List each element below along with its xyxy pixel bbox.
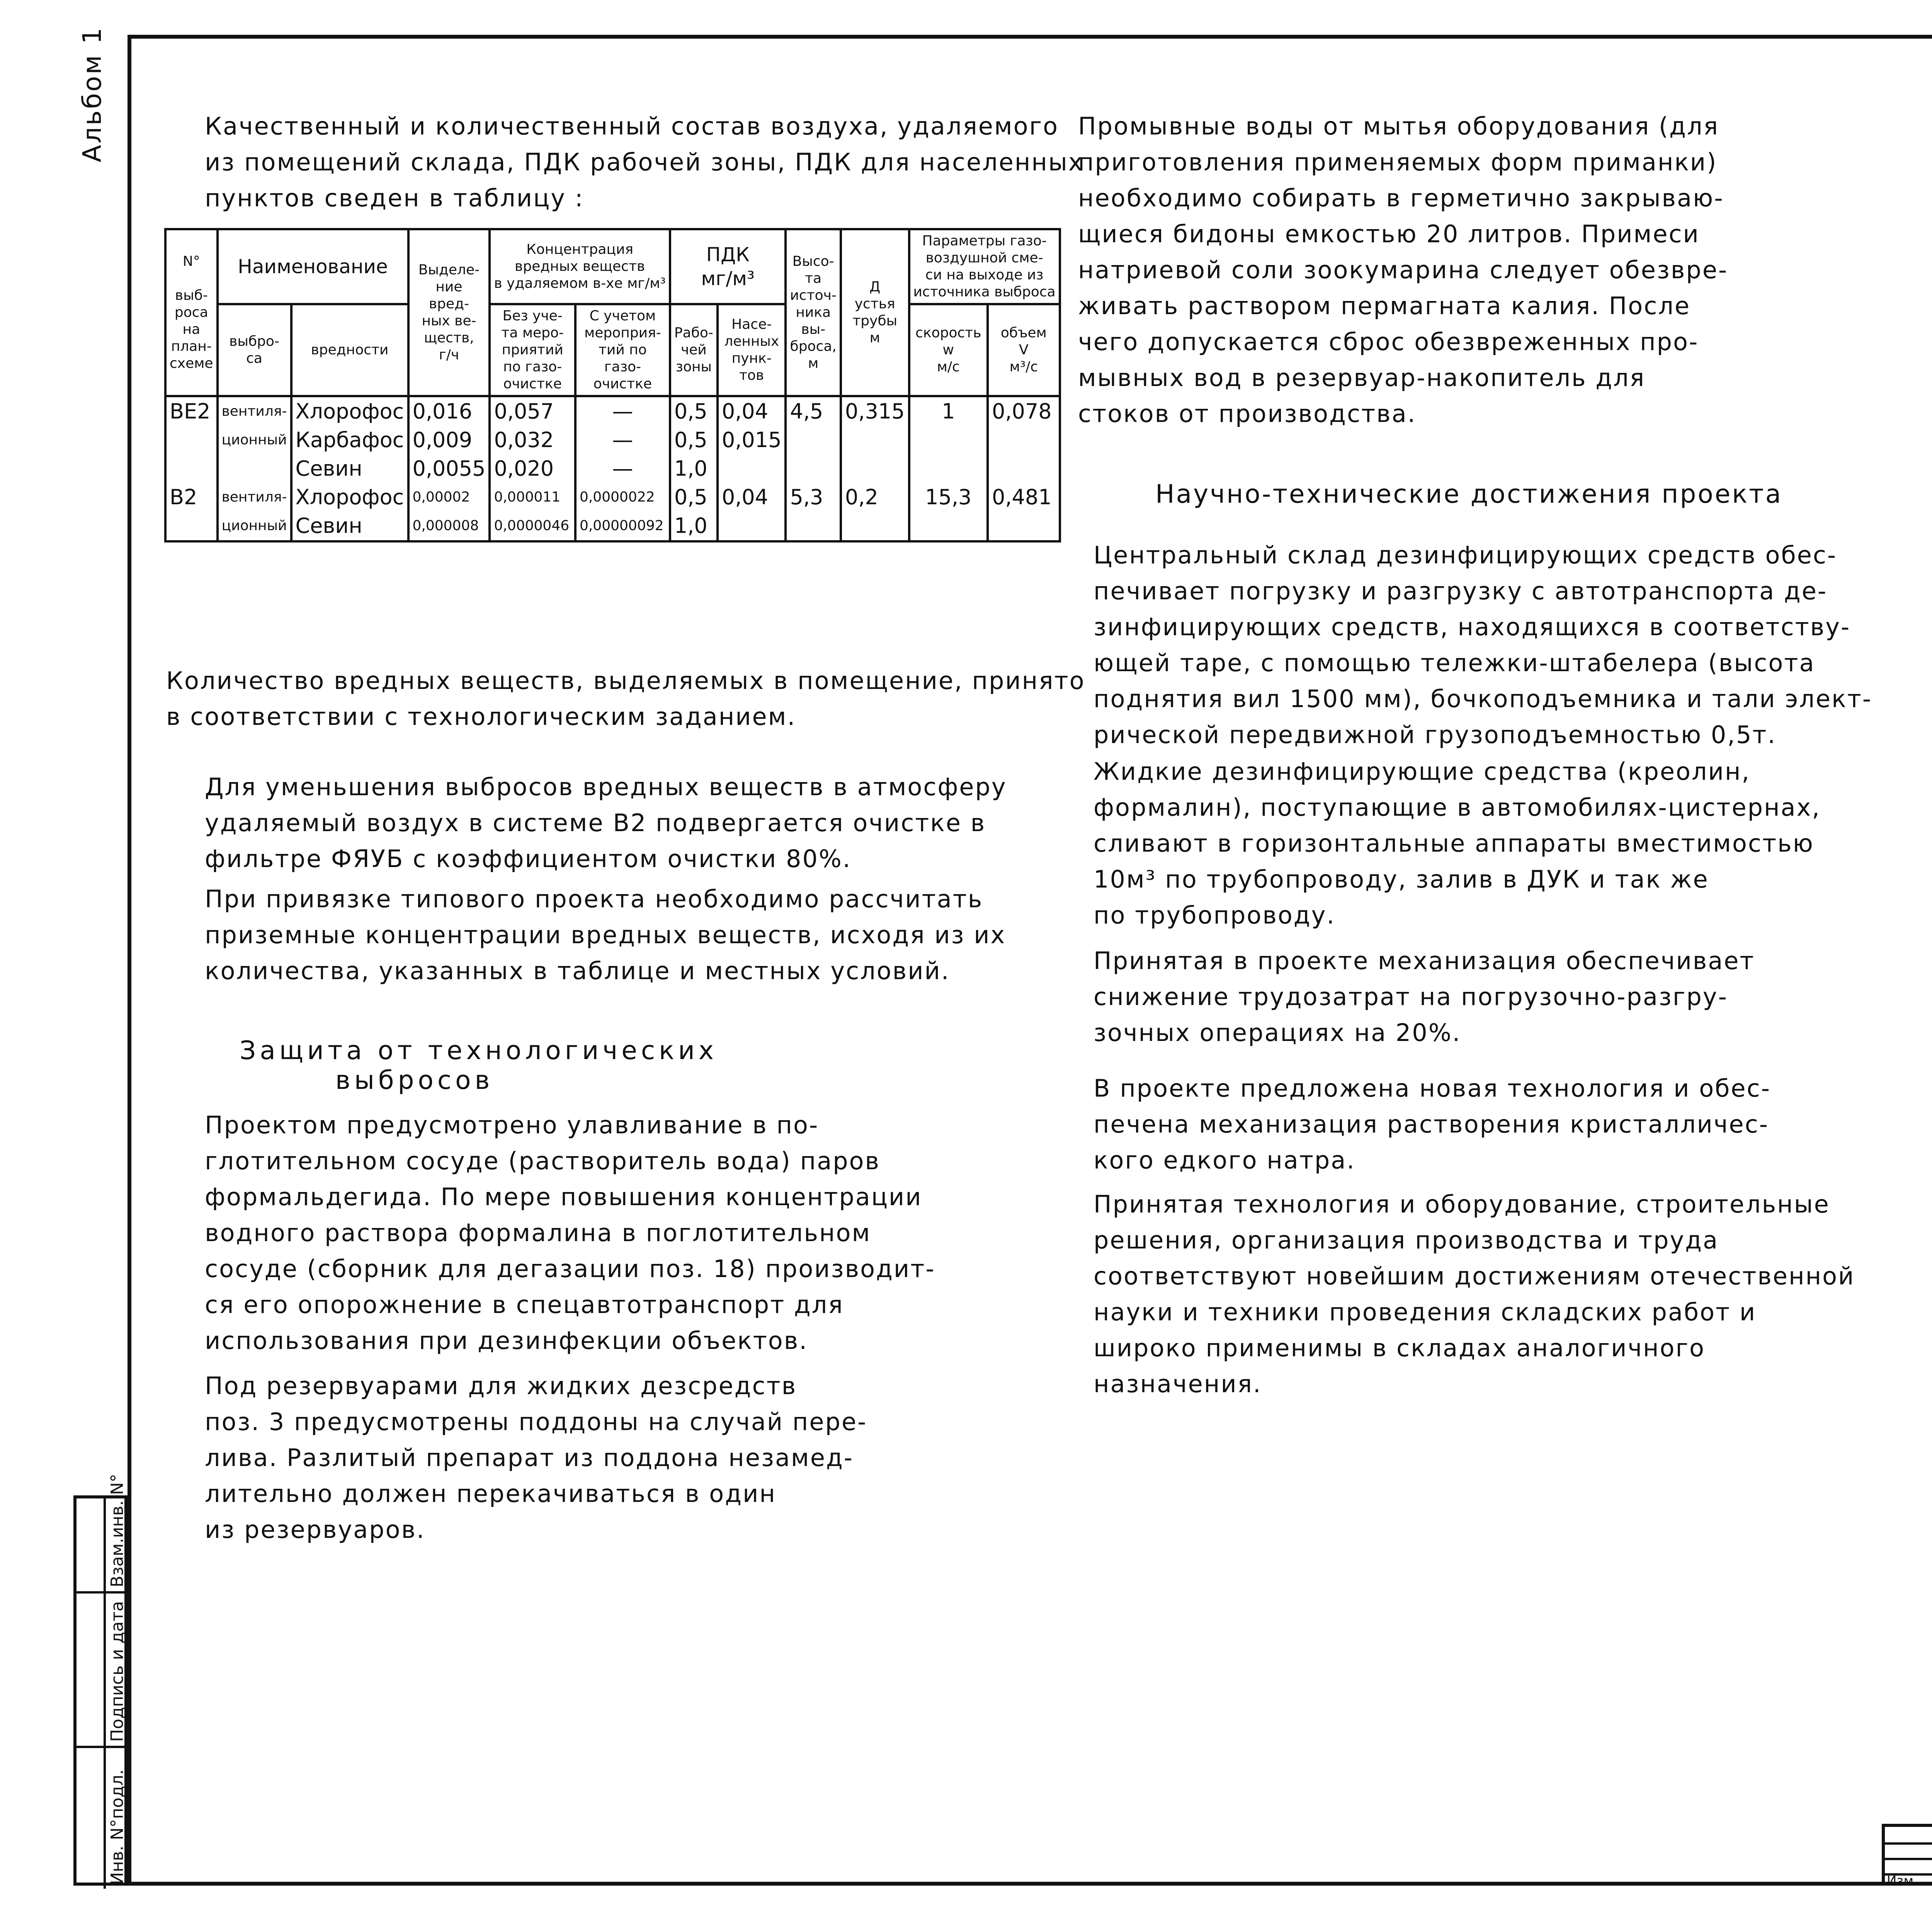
cell: Севин bbox=[291, 512, 408, 541]
paragraph-mechanization: Принятая в проекте механизация обеспечивает снижение трудозатрат на погрузочно-разгру- зочных операциях на 20%. bbox=[1094, 947, 1755, 1047]
cell bbox=[988, 426, 1060, 454]
cell: 0,078 bbox=[988, 396, 1060, 426]
cell: 0,0055 bbox=[408, 454, 490, 483]
cell bbox=[841, 512, 909, 541]
th-pop: Насе- ленных пунк- тов bbox=[718, 304, 786, 396]
cell: 0,016 bbox=[408, 396, 490, 426]
side-inv-podl: Инв. N°подл. bbox=[107, 1769, 127, 1885]
cell bbox=[165, 512, 218, 541]
cell: 0,020 bbox=[490, 454, 575, 483]
cell: 0,0000022 bbox=[575, 483, 670, 512]
th-with: С учетом мероприя- тий по газо- очистке bbox=[575, 304, 670, 396]
cell: 0,315 bbox=[841, 396, 909, 426]
cell: 0,04 bbox=[718, 396, 786, 426]
cell: 0,015 bbox=[718, 426, 786, 454]
cell: 0,481 bbox=[988, 483, 1060, 512]
cell bbox=[909, 512, 988, 541]
th-conc: Концентрация вредных веществ в удаляемом в-хе мг/м³ bbox=[490, 229, 670, 304]
cell: 0,0000046 bbox=[490, 512, 575, 541]
paragraph-new-technology: В проекте предложена новая технология и обес- печена механизация растворения кристалличес- кого едкого натра. bbox=[1094, 1074, 1771, 1174]
cell: — bbox=[575, 454, 670, 483]
paragraph-liquids: Жидкие дезинфицирующие средства (креолин, формалин), поступающие в автомобилях-цистернах, сливают в горизонтальные аппараты вместимостью 10м³ по трубопроводу, залив в ДУК и так же по трубопроводу. bbox=[1094, 757, 1821, 929]
cell: ционный bbox=[218, 512, 291, 541]
cell bbox=[988, 512, 1060, 541]
cell: Севин bbox=[291, 454, 408, 483]
th-substance: вредности bbox=[291, 304, 408, 396]
heading-achievements: Научно-технические достижения проекта bbox=[1155, 479, 1783, 509]
paragraph-binding: При привязке типового проекта необходимо рассчитать приземные концентрации вредных веществ, исходя из их количества, указанных в таблице и местных условий. bbox=[205, 885, 1006, 985]
cell bbox=[786, 454, 840, 483]
th-num: N° выб- роса на план- схеме bbox=[165, 229, 218, 396]
cell: 0,000008 bbox=[408, 512, 490, 541]
table-row bbox=[165, 483, 1060, 512]
table-row bbox=[165, 512, 1060, 541]
cell: 1,0 bbox=[670, 512, 718, 541]
side-vzam-inv: Взам.инв. N° bbox=[107, 1474, 127, 1587]
cell bbox=[218, 454, 291, 483]
th-diam: Д устья трубы м bbox=[841, 229, 909, 396]
th-source: выбро- са bbox=[218, 304, 291, 396]
cell: 1,0 bbox=[670, 454, 718, 483]
cell: — bbox=[575, 426, 670, 454]
cell bbox=[988, 454, 1060, 483]
th-without: Без уче- та меро- приятий по газо- очистке bbox=[490, 304, 575, 396]
cell bbox=[718, 512, 786, 541]
cell bbox=[841, 454, 909, 483]
cell: Карбафос bbox=[291, 426, 408, 454]
th-work: Рабо- чей зоны bbox=[670, 304, 718, 396]
table-row bbox=[165, 396, 1060, 426]
th-speed: скорость w м/с bbox=[909, 304, 988, 396]
album-label: Альбом 1 bbox=[77, 26, 107, 162]
emissions-table bbox=[164, 228, 1061, 543]
cell: 15,3 bbox=[909, 483, 988, 512]
cell bbox=[841, 426, 909, 454]
cell: 0,5 bbox=[670, 426, 718, 454]
paragraph-wash-water: Промывные воды от мытья оборудования (для приготовления применяемых форм приманки) необходимо собирать в герметично закрываю- щиеся бидоны емкостью 20 литров. Примеси натриевой соли зоокумарина следует обезвре- живать раствором пермагната калия. После чего допускается сброс обезвреженных про- мывных вод в резервуар-накопитель для стоков от производства. bbox=[1078, 112, 1728, 428]
cell bbox=[786, 512, 840, 541]
cell: 0,5 bbox=[670, 483, 718, 512]
table-row bbox=[165, 454, 1060, 483]
cell bbox=[165, 426, 218, 454]
cell: ВЕ2 bbox=[165, 396, 218, 426]
cell bbox=[718, 454, 786, 483]
cell: вентиля- bbox=[218, 396, 291, 426]
cell: 0,2 bbox=[841, 483, 909, 512]
cell: 0,032 bbox=[490, 426, 575, 454]
th-volume: объем V м³/с bbox=[988, 304, 1060, 396]
paragraph-capture: Проектом предусмотрено улавливание в по- глотительном сосуде (растворитель вода) паров формальдегида. По мере повышения концентрации водного раствора формалина в поглотительном сосуде (сборник для дегазации поз. 18) производит- ся его опорожнение в спецавтотранспорт для использования при дезинфекции объектов. bbox=[205, 1111, 935, 1355]
title-block bbox=[1882, 1824, 1932, 1889]
paragraph-reduce-emissions: Для уменьшения выбросов вредных веществ в атмосферу удаляемый воздух в системе В2 подвергается очистке в фильтре ФЯУБ с коэффициентом очистки 80%. bbox=[205, 773, 1007, 873]
col-izm: Изм. bbox=[1887, 1873, 1918, 1889]
intro-text: Качественный и количественный состав воздуха, удаляемого из помещений склада, ПДК рабочей зоны, ПДК для населенных пунктов сведен в таблицу : bbox=[205, 112, 1084, 212]
cell: 0,00002 bbox=[408, 483, 490, 512]
paragraph-reservoirs: Под резервуарами для жидких дезсредств поз. 3 предусмотрены поддоны на случай пере- лива. Разлитый препарат из поддона незамед- лительно должен перекачиваться в один из резервуаров. bbox=[205, 1372, 867, 1544]
th-pdk: ПДК мг/м³ bbox=[670, 229, 786, 304]
th-height: Высо- та источ- ника вы- броса, м bbox=[786, 229, 840, 396]
table-row bbox=[165, 426, 1060, 454]
cell bbox=[165, 454, 218, 483]
side-approval-strip bbox=[73, 1474, 128, 1886]
th-params: Параметры газо- воздушной сме- си на выходе из источника выброса bbox=[909, 229, 1060, 304]
cell: 0,009 bbox=[408, 426, 490, 454]
heading-protection: Защита от технологических выбросов bbox=[240, 1036, 718, 1095]
cell bbox=[909, 454, 988, 483]
cell: Хлорофос bbox=[291, 396, 408, 426]
side-signature-date: Подпись и дата bbox=[107, 1601, 127, 1742]
paragraph-warehouse: Центральный склад дезинфицирующих средств обес- печивает погрузку и разгрузку с автотранспорта де- зинфицирующих средств, находящихся в соответству- ющей таре, с помощью тележки-штабелера (высота поднятия вил 1500 мм), бочкоподъемника и тали элект- рической передвижной грузоподъемностью 0,5т. bbox=[1094, 541, 1872, 749]
cell: вентиля- bbox=[218, 483, 291, 512]
cell: — bbox=[575, 396, 670, 426]
th-name: Наименование bbox=[218, 229, 408, 304]
cell: Хлорофос bbox=[291, 483, 408, 512]
paragraph-harmful-amount: Количество вредных веществ, выделяемых в помещение, принято в соответствии с технологическим заданием. bbox=[166, 667, 1085, 731]
cell: 5,3 bbox=[786, 483, 840, 512]
cell: 4,5 bbox=[786, 396, 840, 426]
cell: 0,000011 bbox=[490, 483, 575, 512]
cell: В2 bbox=[165, 483, 218, 512]
paragraph-accepted-technology: Принятая технология и оборудование, строительные решения, организация производства и труда соответствуют новейшим достижениям отечественной науки и техники проведения складских работ и широко применимы в складах аналогичного назначения. bbox=[1094, 1190, 1855, 1398]
cell: 0,04 bbox=[718, 483, 786, 512]
cell: 1 bbox=[909, 396, 988, 426]
cell bbox=[786, 426, 840, 454]
cell: 0,057 bbox=[490, 396, 575, 426]
cell: ционный bbox=[218, 426, 291, 454]
cell: 0,00000092 bbox=[575, 512, 670, 541]
cell bbox=[909, 426, 988, 454]
cell: 0,5 bbox=[670, 396, 718, 426]
th-emission: Выделе- ние вред- ных ве- ществ, г/ч bbox=[408, 229, 490, 396]
